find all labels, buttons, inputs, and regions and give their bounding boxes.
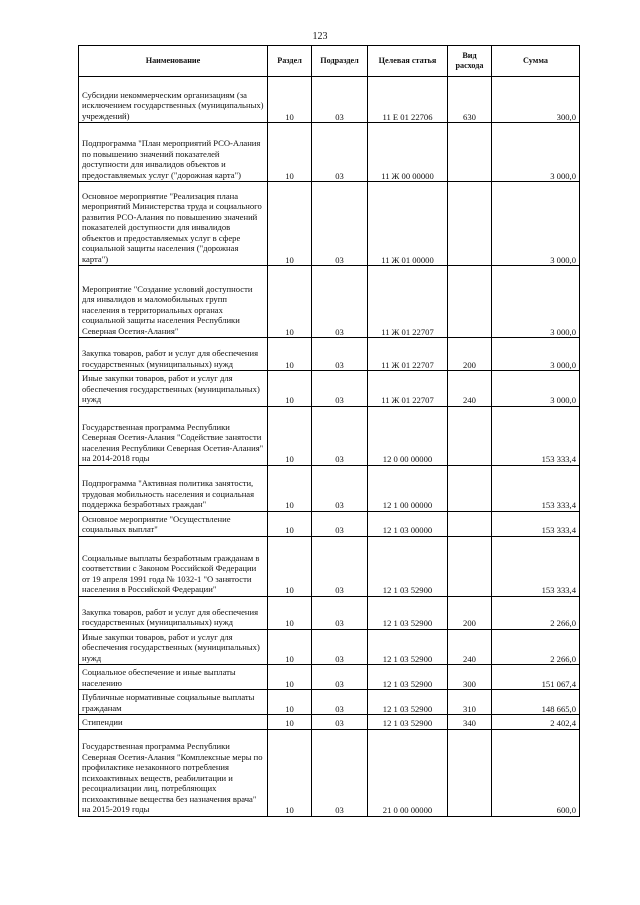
cell-section: 10	[268, 596, 312, 629]
cell-expense-type	[448, 465, 492, 511]
cell-name: Мероприятие "Создание условий доступности для инвалидов и маломобильных групп населения в территориальных органах социальной защиты населения Республики Северная Осетия-Алания"	[79, 266, 268, 338]
table-row	[79, 715, 580, 730]
cell-target-article: 11 Ж 01 00000	[368, 182, 448, 266]
cell-expense-type	[448, 536, 492, 596]
cell-amount: 153 333,4	[492, 511, 580, 536]
cell-amount: 3 000,0	[492, 266, 580, 338]
cell-subsection: 03	[312, 77, 368, 123]
cell-section: 10	[268, 665, 312, 690]
table-row	[79, 629, 580, 665]
cell-expense-type: 340	[448, 715, 492, 730]
table-row	[79, 596, 580, 629]
cell-section: 10	[268, 690, 312, 715]
cell-amount: 2 402,4	[492, 715, 580, 730]
cell-name: Стипендии	[79, 715, 268, 730]
header-name: Наименование	[79, 46, 268, 77]
cell-section: 10	[268, 729, 312, 816]
cell-amount: 600,0	[492, 729, 580, 816]
budget-table	[78, 45, 580, 817]
cell-subsection: 03	[312, 629, 368, 665]
cell-subsection: 03	[312, 665, 368, 690]
cell-expense-type	[448, 182, 492, 266]
cell-section: 10	[268, 123, 312, 182]
table-row	[79, 536, 580, 596]
cell-section: 10	[268, 465, 312, 511]
cell-section: 10	[268, 511, 312, 536]
table-row	[79, 266, 580, 338]
cell-expense-type	[448, 123, 492, 182]
cell-subsection: 03	[312, 371, 368, 407]
cell-section: 10	[268, 266, 312, 338]
cell-expense-type: 200	[448, 338, 492, 371]
table-row	[79, 123, 580, 182]
header-amount: Сумма	[492, 46, 580, 77]
cell-name: Публичные нормативные социальные выплаты гражданам	[79, 690, 268, 715]
cell-target-article: 12 1 03 52900	[368, 665, 448, 690]
cell-section: 10	[268, 338, 312, 371]
table-row	[79, 406, 580, 465]
cell-subsection: 03	[312, 715, 368, 730]
cell-name: Иные закупки товаров, работ и услуг для обеспечения государственных (муниципальных) нужд	[79, 629, 268, 665]
table-row	[79, 511, 580, 536]
cell-amount: 3 000,0	[492, 123, 580, 182]
cell-expense-type: 310	[448, 690, 492, 715]
cell-name: Государственная программа Республики Северная Осетия-Алания "Содействие занятости населения Республики Северная Осетия-Алания" на 2014-2018 годы	[79, 406, 268, 465]
cell-target-article: 12 1 03 52900	[368, 596, 448, 629]
cell-subsection: 03	[312, 406, 368, 465]
cell-section: 10	[268, 536, 312, 596]
header-subsection: Подраздел	[312, 46, 368, 77]
cell-name: Закупка товаров, работ и услуг для обеспечения государственных (муниципальных) нужд	[79, 596, 268, 629]
cell-section: 10	[268, 406, 312, 465]
table-body	[79, 77, 580, 817]
cell-amount: 3 000,0	[492, 371, 580, 407]
cell-target-article: 11 Ж 00 00000	[368, 123, 448, 182]
cell-amount: 153 333,4	[492, 406, 580, 465]
cell-target-article: 21 0 00 00000	[368, 729, 448, 816]
cell-subsection: 03	[312, 338, 368, 371]
cell-target-article: 12 1 00 00000	[368, 465, 448, 511]
cell-target-article: 12 1 03 52900	[368, 690, 448, 715]
header-section: Раздел	[268, 46, 312, 77]
cell-expense-type: 240	[448, 371, 492, 407]
table-row	[79, 665, 580, 690]
cell-expense-type	[448, 511, 492, 536]
cell-target-article: 12 1 03 52900	[368, 536, 448, 596]
cell-target-article: 12 1 03 00000	[368, 511, 448, 536]
table-row	[79, 371, 580, 407]
cell-name: Подпрограмма "План мероприятий РСО-Алания по повышению значений показателей доступности для инвалидов объектов и предоставляемых услуг ("дорожная карта")	[79, 123, 268, 182]
cell-name: Основное мероприятие "Осуществление социальных выплат"	[79, 511, 268, 536]
cell-section: 10	[268, 182, 312, 266]
cell-target-article: 11 Ж 01 22707	[368, 371, 448, 407]
cell-section: 10	[268, 629, 312, 665]
cell-amount: 153 333,4	[492, 536, 580, 596]
table-row	[79, 465, 580, 511]
header-expense-type: Вид расхода	[448, 46, 492, 77]
cell-target-article: 11 Е 01 22706	[368, 77, 448, 123]
cell-target-article: 12 1 03 52900	[368, 629, 448, 665]
cell-name: Основное мероприятие "Реализация плана мероприятий Министерства труда и социального развития РСО-Алания по повышению значений показателей доступности для инвалидов объектов и предоставляемых услуг в сфере социальной защиты населения ("дорожная карта")	[79, 182, 268, 266]
cell-name: Государственная программа Республики Северная Осетия-Алания "Комплексные меры по профилактике незаконного потребления психоактивных веществ, реабилитации и ресоциализации лиц, потребляющих психоактивные вещества без назначения врача" на 2015-2019 годы	[79, 729, 268, 816]
cell-target-article: 12 1 03 52900	[368, 715, 448, 730]
cell-target-article: 11 Ж 01 22707	[368, 266, 448, 338]
cell-amount: 3 000,0	[492, 182, 580, 266]
cell-subsection: 03	[312, 465, 368, 511]
cell-amount: 2 266,0	[492, 629, 580, 665]
cell-name: Социальные выплаты безработным гражданам в соответствии с Законом Российской Федерации от 19 апреля 1991 года № 1032-1 "О занятости населения в Российской Федерации"	[79, 536, 268, 596]
cell-name: Закупка товаров, работ и услуг для обеспечения государственных (муниципальных) нужд	[79, 338, 268, 371]
cell-expense-type: 630	[448, 77, 492, 123]
cell-subsection: 03	[312, 596, 368, 629]
cell-name: Подпрограмма "Активная политика занятости, трудовая мобильность населения и социальная поддержка безработных граждан"	[79, 465, 268, 511]
table-row	[79, 182, 580, 266]
cell-expense-type	[448, 266, 492, 338]
cell-expense-type: 300	[448, 665, 492, 690]
cell-amount: 148 665,0	[492, 690, 580, 715]
cell-amount: 151 067,4	[492, 665, 580, 690]
cell-subsection: 03	[312, 123, 368, 182]
cell-amount: 300,0	[492, 77, 580, 123]
cell-expense-type: 200	[448, 596, 492, 629]
page-number: 123	[312, 31, 328, 42]
cell-subsection: 03	[312, 690, 368, 715]
table-row	[79, 77, 580, 123]
cell-subsection: 03	[312, 182, 368, 266]
cell-target-article: 11 Ж 01 22707	[368, 338, 448, 371]
table-header-row	[79, 46, 580, 77]
cell-subsection: 03	[312, 729, 368, 816]
cell-name: Субсидии некоммерческим организациям (за исключением государственных (муниципальных) учреждений)	[79, 77, 268, 123]
cell-expense-type	[448, 406, 492, 465]
cell-section: 10	[268, 715, 312, 730]
cell-expense-type	[448, 729, 492, 816]
header-target-article: Целевая статья	[368, 46, 448, 77]
cell-target-article: 12 0 00 00000	[368, 406, 448, 465]
cell-subsection: 03	[312, 536, 368, 596]
cell-section: 10	[268, 371, 312, 407]
cell-subsection: 03	[312, 511, 368, 536]
cell-amount: 2 266,0	[492, 596, 580, 629]
table-row	[79, 338, 580, 371]
cell-name: Социальное обеспечение и иные выплаты населению	[79, 665, 268, 690]
cell-section: 10	[268, 77, 312, 123]
table-row	[79, 690, 580, 715]
cell-name: Иные закупки товаров, работ и услуг для обеспечения государственных (муниципальных) нужд	[79, 371, 268, 407]
cell-expense-type: 240	[448, 629, 492, 665]
cell-subsection: 03	[312, 266, 368, 338]
table-row	[79, 729, 580, 816]
cell-amount: 153 333,4	[492, 465, 580, 511]
cell-amount: 3 000,0	[492, 338, 580, 371]
